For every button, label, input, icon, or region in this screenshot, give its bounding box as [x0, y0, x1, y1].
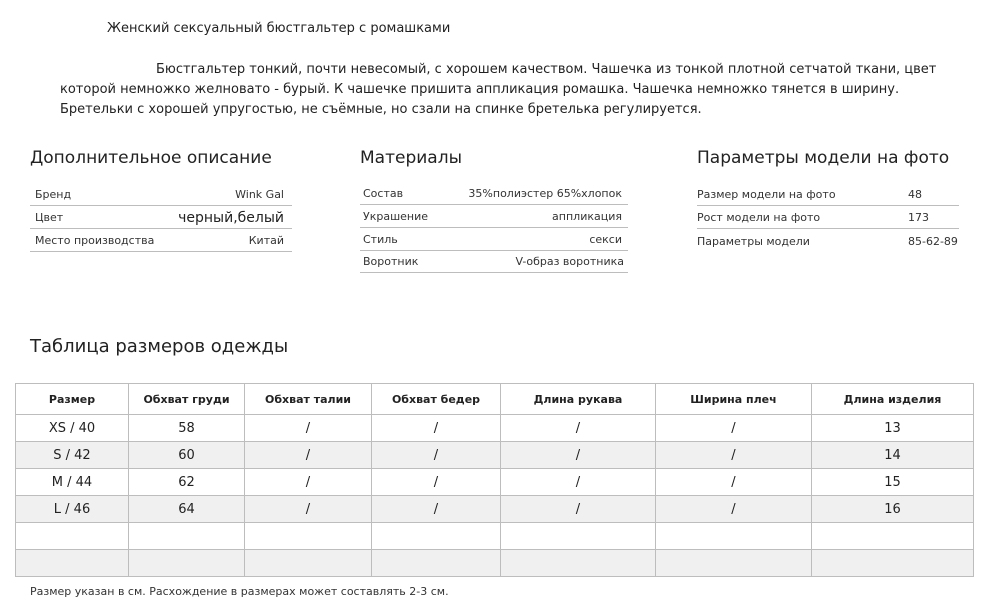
additional-row-origin	[30, 230, 292, 252]
table-cell: 16	[812, 496, 974, 523]
table-cell: M / 44	[16, 469, 129, 496]
size-table-header-row	[16, 384, 974, 415]
table-row	[16, 523, 974, 550]
row-value: Китай	[248, 234, 284, 247]
additional-description-heading: Дополнительное описание	[30, 148, 272, 168]
materials-row-collar	[360, 251, 628, 273]
materials-row-decoration	[360, 206, 628, 228]
table-cell: 15	[812, 469, 974, 496]
table-row	[16, 469, 974, 496]
table-cell	[129, 523, 245, 550]
row-label: Параметры модели	[697, 234, 810, 248]
table-cell	[812, 550, 974, 577]
table-cell	[245, 550, 372, 577]
table-cell: XS / 40	[16, 415, 129, 442]
header-bust: Обхват груди	[129, 384, 245, 415]
table-cell: /	[501, 469, 656, 496]
row-label: Цвет	[35, 211, 64, 224]
table-cell: /	[372, 469, 501, 496]
table-cell: 60	[129, 442, 245, 469]
table-cell: /	[245, 496, 372, 523]
additional-row-brand	[30, 184, 292, 206]
table-cell: 64	[129, 496, 245, 523]
table-cell	[372, 550, 501, 577]
additional-row-color	[30, 207, 292, 229]
table-cell: 13	[812, 415, 974, 442]
table-cell	[501, 523, 656, 550]
row-label: Воротник	[363, 255, 419, 268]
table-cell: 62	[129, 469, 245, 496]
table-row	[16, 442, 974, 469]
table-cell	[656, 550, 812, 577]
row-value: V-образ воротника	[515, 255, 624, 268]
row-label: Рост модели на фото	[697, 211, 821, 224]
table-cell	[656, 523, 812, 550]
table-cell: /	[372, 442, 501, 469]
table-row	[16, 496, 974, 523]
table-cell: /	[245, 442, 372, 469]
header-sleeve: Длина рукава	[501, 384, 656, 415]
row-label: Стиль	[363, 233, 398, 246]
table-cell: /	[501, 442, 656, 469]
product-description: Бюстгальтер тонкий, почти невесомый, с хорошем качеством. Чашечка из тонкой плотной сетчатой ткани, цвет которой немножко желновато - бурый. К чашечке пришита аппликация ромашка. Чашечка немножко тянется в ширину. Бретельки с хорошей упругостью, не съёмные, но сзали на спинке бретелька регулируется.	[60, 62, 937, 117]
table-cell: /	[656, 469, 812, 496]
model-row-size	[697, 184, 959, 206]
header-size: Размер	[16, 384, 129, 415]
table-cell	[16, 550, 129, 577]
materials-heading: Материалы	[360, 148, 462, 168]
row-label: Украшение	[363, 210, 429, 223]
row-value: 48	[908, 188, 922, 201]
row-label: Бренд	[35, 188, 72, 201]
table-cell: /	[501, 496, 656, 523]
row-value: 85-62-89	[908, 234, 958, 248]
table-cell: S / 42	[16, 442, 129, 469]
table-cell	[129, 550, 245, 577]
table-row	[16, 550, 974, 577]
size-note: Размер указан в см. Расхождение в размерах может составлять 2-3 см.	[30, 585, 449, 598]
size-table	[15, 383, 974, 577]
product-title: Женский сексуальный бюстгальтер с ромашками	[107, 21, 451, 36]
table-cell	[501, 550, 656, 577]
table-cell: /	[501, 415, 656, 442]
table-cell: L / 46	[16, 496, 129, 523]
row-value: аппликация	[552, 210, 622, 223]
table-cell	[16, 523, 129, 550]
header-shoulders: Ширина плеч	[656, 384, 812, 415]
table-cell: /	[656, 415, 812, 442]
materials-row-style	[360, 229, 628, 251]
row-label: Состав	[363, 187, 404, 200]
table-row	[16, 415, 974, 442]
table-cell: /	[372, 496, 501, 523]
table-cell	[812, 523, 974, 550]
row-value: черный,белый	[178, 209, 284, 226]
model-row-params	[697, 230, 959, 252]
header-waist: Обхват талии	[245, 384, 372, 415]
table-cell	[372, 523, 501, 550]
model-row-height	[697, 207, 959, 229]
row-label: Размер модели на фото	[697, 188, 836, 201]
table-cell: /	[245, 415, 372, 442]
model-parameters-heading: Параметры модели на фото	[697, 148, 950, 168]
row-value: 173	[908, 211, 929, 224]
header-length: Длина изделия	[812, 384, 974, 415]
row-value: Wink Gal	[235, 188, 284, 201]
table-cell	[245, 523, 372, 550]
table-cell: 14	[812, 442, 974, 469]
row-label: Место производства	[35, 234, 155, 247]
row-value: секси	[589, 233, 622, 246]
table-cell: /	[372, 415, 501, 442]
table-cell: /	[656, 496, 812, 523]
materials-row-composition	[360, 183, 628, 205]
size-table-title: Таблица размеров одежды	[30, 336, 289, 357]
header-hips: Обхват бедер	[372, 384, 501, 415]
table-cell: /	[245, 469, 372, 496]
table-cell: /	[656, 442, 812, 469]
row-value: 35%полиэстер 65%хлопок	[468, 187, 622, 200]
table-cell: 58	[129, 415, 245, 442]
